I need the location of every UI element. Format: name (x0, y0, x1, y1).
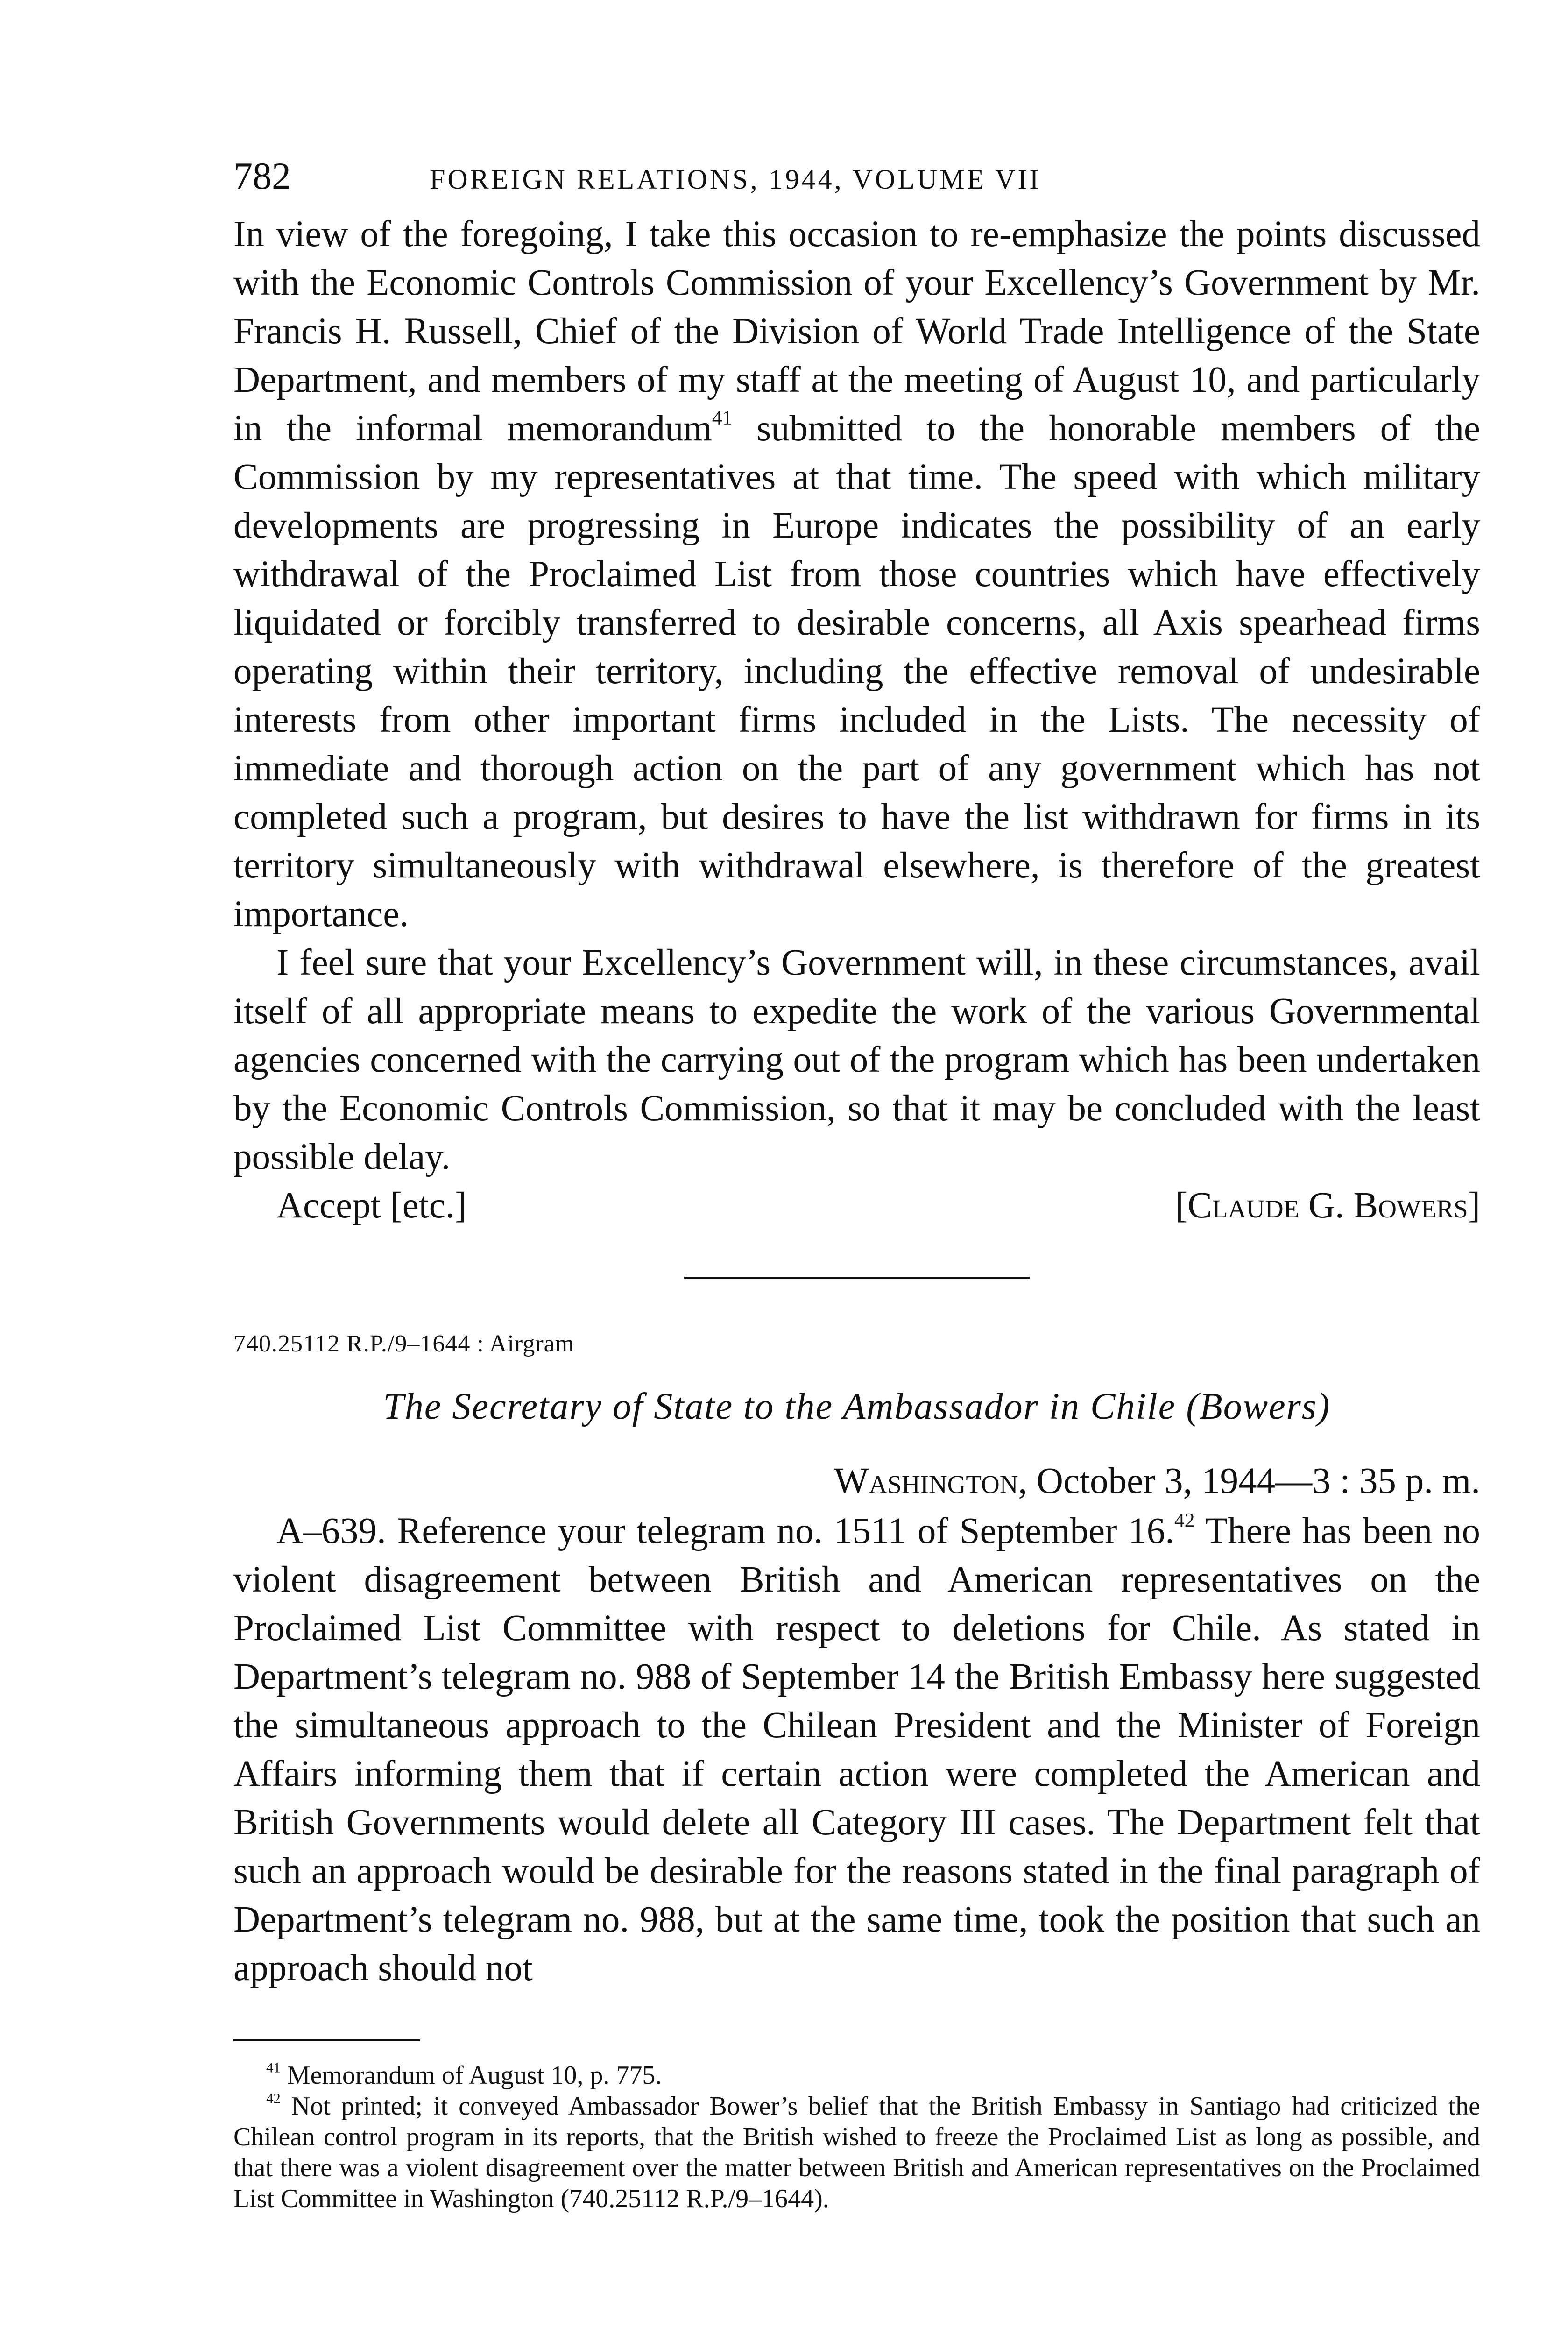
running-head: FOREIGN RELATIONS, 1944, VOLUME VII (430, 164, 1041, 195)
letter-paragraph-2: I feel sure that your Excellency’s Government will, in these circumstances, avail itself of all appropriate means to expedite the work of the various Governmental agencies concerned with the carrying out of the program which has been undertaken by the Economic Controls Commission, so that it may be concluded with the least possible delay. (233, 942, 1480, 1177)
footnote-41-text: Memorandum of August 10, p. 775. (280, 2061, 662, 2090)
footnote-ref-42: 42 (1174, 1509, 1195, 1532)
airgram-paragraph (233, 1507, 1480, 1993)
signature: [Claude G. Bowers] (1175, 1185, 1480, 1226)
dateline-place: Washington (834, 1461, 1018, 1501)
document-page (233, 154, 1480, 2214)
section-divider (684, 1277, 1030, 1279)
footnote-42-text: Not printed; it conveyed Ambassador Bower’s belief that the British Embassy in Santiago had criticized the Chilean control program in its reports, that the British wished to freeze the Proclaimed List as long as possible, and that there was a violent disagreement over the matter between British and American representatives on the Proclaimed List Committee in Washington (740.25112 R.P./9–1644). (233, 2092, 1480, 2213)
closing-line (233, 1182, 1480, 1230)
airgram-body (233, 1507, 1480, 1993)
airgram-text-b: There has been no violent disagreement between British and American representatives on the Proclaimed List Committee with respect to deletions for Chile. As stated in Department’s telegram no. 988 of September 14 the British Embassy here suggested the simultaneous approach to the Chilean President and the Minister of Foreign Affairs informing them that if certain action were completed the American and British Governments would delete all Category III cases. The Department felt that such an approach would be desirable for the reasons stated in the final paragraph of Department’s telegram no. 988, but at the same time, took the position that such an approach should not (233, 1511, 1480, 1988)
paragraph-1-text-a: In view of the foregoing, I take this occasion to re-emphasize the points discussed with the Economic Controls Commission of your Excellency’s Government by Mr. Francis H. Russell, Chief of the Division of World Trade Intelligence of the State Department, and members of my staff at the meeting of August 10, and particularly in the informal memorandum (233, 214, 1480, 449)
footnote-42 (233, 2091, 1480, 2214)
footnote-41 (233, 2060, 1480, 2091)
airgram-text-a: A–639. Reference your telegram no. 1511 of September 16. (276, 1511, 1174, 1551)
document-file-reference: 740.25112 R.P./9–1644 : Airgram (233, 1330, 575, 1357)
letter-paragraph-1 (233, 210, 1480, 939)
footnote-marker-41: 41 (266, 2059, 281, 2076)
page-number: 782 (233, 155, 291, 197)
document-title: The Secretary of State to the Ambassador in Chile (Bowers) (383, 1386, 1331, 1427)
paragraph-1-text-b: submitted to the honorable members of the Commission by my representatives at that time. The speed with which military developments are progressing in Europe indicates the possibility of an early withdrawal of the Proclaimed List from those countries which have effectively liquidated or forcibly transferred to desirable concerns, all Axis spearhead firms operating within their territory, including the effective removal of undesirable interests from other important firms included in the Lists. The necessity of immediate and thorough action on the part of any government which has not completed such a program, but desires to have the list withdrawn for firms in its territory simultaneously with withdrawal elsewhere, is therefore of the greatest importance. (233, 408, 1480, 934)
footnote-divider (233, 2039, 420, 2041)
footnotes (233, 2060, 1480, 2214)
footnote-ref-41: 41 (712, 406, 733, 429)
dateline-date: , October 3, 1944—3 : 35 p. m. (1018, 1461, 1480, 1501)
page-header (233, 154, 1480, 210)
letter-body (233, 210, 1480, 1182)
closing-text: Accept [etc.] (276, 1185, 467, 1226)
dateline (233, 1456, 1480, 1507)
footnote-marker-42: 42 (266, 2090, 281, 2107)
